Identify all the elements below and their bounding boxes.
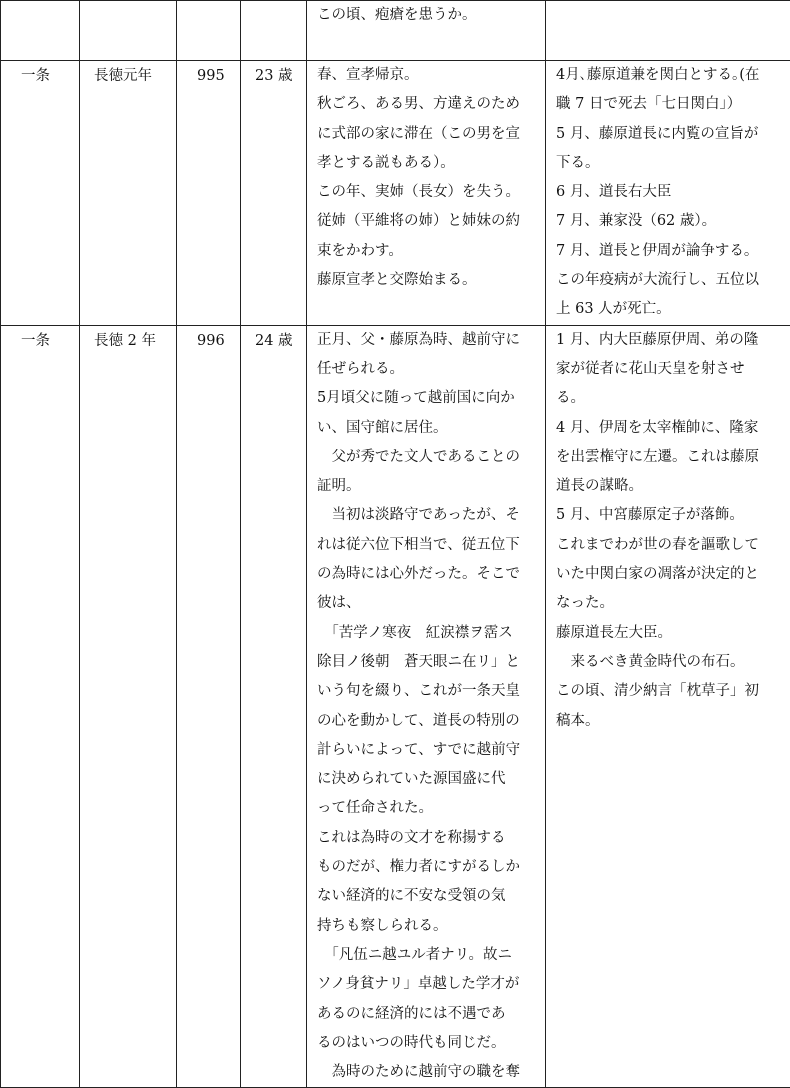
events-cell <box>307 1 546 61</box>
table-row <box>1 1 790 61</box>
age-text: 23 歳 <box>241 61 306 91</box>
text-line: 5 月、藤原道長に内覧の宣旨が <box>556 120 786 149</box>
text-line: 5 月、中宮藤原定子が落飾。 <box>556 501 786 530</box>
text-line: 「苦学ノ寒夜 紅涙襟ヲ霑ス <box>317 619 537 648</box>
age-text: 24 歳 <box>241 326 306 356</box>
text-line: 持ちも察しられる。 <box>317 912 537 941</box>
text-line: あるのに経済的には不遇であ <box>317 1000 537 1029</box>
text-line: ソノ身貧ナリ」卓越した学才が <box>317 970 537 999</box>
text-line: 6 月、道長右大臣 <box>556 178 786 207</box>
text-line: 束をかわす。 <box>317 237 537 266</box>
text-line: これまでわが世の春を謳歌して <box>556 531 786 560</box>
text-line: 孝とする説もある）。 <box>317 149 537 178</box>
text-line: 証明。 <box>317 472 537 501</box>
text-line: を出雲権守に左遷。これは藤原 <box>556 443 786 472</box>
text-line: 「凡伍ニ越ユル者ナリ。故ニ <box>317 941 537 970</box>
text-line: るのはいつの時代も同じだ。 <box>317 1029 537 1058</box>
text-line: 5月頃父に随って越前国に向か <box>317 384 537 413</box>
world-events-cell <box>546 325 790 1088</box>
text-line: これは為時の文才を称揚する <box>317 824 537 853</box>
text-line: に式部の家に滞在（この男を宣 <box>317 120 537 149</box>
age-cell <box>241 1 307 61</box>
text-line: ない経済的に不安な受領の気 <box>317 882 537 911</box>
text-line: 4 月、伊周を太宰権帥に、隆家 <box>556 414 786 443</box>
text-line: 当初は淡路守であったが、そ <box>317 501 537 530</box>
text-line: 家が従者に花山天皇を射させ <box>556 355 786 384</box>
text-line: いう句を綴り、これが一条天皇 <box>317 677 537 706</box>
age-cell <box>241 325 307 1088</box>
text-line: この年、実姉（長女）を失う。 <box>317 178 537 207</box>
text-line: の心を動かして、道長の特別の <box>317 707 537 736</box>
text-line: この頃、清少納言「枕草子」初 <box>556 677 786 706</box>
text-line: なった。 <box>556 589 786 618</box>
text-line: 稿本。 <box>556 707 786 736</box>
world-events-cell <box>546 1 790 61</box>
era-text: 長徳元年 <box>80 61 176 91</box>
text-line: ものだが、権力者にすがるしか <box>317 853 537 882</box>
events-cell <box>307 325 546 1088</box>
text-line: 計らいによって、すでに越前守 <box>317 736 537 765</box>
text-line: 彼は、 <box>317 589 537 618</box>
world-events-text <box>546 61 790 325</box>
emperor-cell <box>1 325 80 1088</box>
text-line: 道長の謀略。 <box>556 472 786 501</box>
events-cell <box>307 61 546 326</box>
era-cell <box>80 1 177 61</box>
era-cell <box>80 61 177 326</box>
text-line: 7 月、道長と伊周が論争する。 <box>556 237 786 266</box>
text-line: 従姉（平維将の姉）と姉妹の約 <box>317 207 537 236</box>
text-line: る。 <box>556 384 786 413</box>
events-text <box>307 326 545 1088</box>
text-line: 1 月、内大臣藤原伊周、弟の隆 <box>556 326 786 355</box>
text-line: の為時には心外だった。そこで <box>317 560 537 589</box>
text-line: 秋ごろ、ある男、方違えのため <box>317 90 537 119</box>
text-line: って任命された。 <box>317 794 537 823</box>
text-line: 上 63 人が死亡。 <box>556 295 786 324</box>
events-text <box>307 1 545 30</box>
table-row <box>1 325 790 1088</box>
text-line: 藤原宣孝と交際始まる。 <box>317 266 537 295</box>
world-events-text <box>546 326 790 736</box>
text-line: 任ぜられる。 <box>317 355 537 384</box>
text-line: い、国守館に居住。 <box>317 414 537 443</box>
text-line: 7 月、兼家没（62 歳）。 <box>556 207 786 236</box>
era-cell <box>80 325 177 1088</box>
text-line: この年疫病が大流行し、五位以 <box>556 266 786 295</box>
emperor-text <box>1 1 79 2</box>
emperor-text: 一条 <box>1 61 79 91</box>
emperor-cell <box>1 1 80 61</box>
year-cell <box>177 1 241 61</box>
table-row <box>1 61 790 326</box>
events-text <box>307 61 545 295</box>
text-line: 職 7 日で死去「七日関白」） <box>556 90 786 119</box>
world-events-cell <box>546 61 790 326</box>
text-line: 春、宣孝帰京。 <box>317 61 537 90</box>
year-text: 996 <box>177 326 240 356</box>
text-line: 為時のために越前守の職を奪 <box>317 1058 537 1087</box>
year-cell <box>177 61 241 326</box>
text-line: れは従六位下相当で、従五位下 <box>317 531 537 560</box>
era-text: 長徳 2 年 <box>80 326 176 356</box>
text-line: に決められていた源国盛に代 <box>317 765 537 794</box>
emperor-text: 一条 <box>1 326 79 356</box>
year-text: 995 <box>177 61 240 91</box>
text-line: この頃、疱瘡を患うか。 <box>317 1 537 30</box>
text-line: 除目ノ後朝 蒼天眼ニ在リ」と <box>317 648 537 677</box>
text-line: 来るべき黄金時代の布石。 <box>556 648 786 677</box>
year-text <box>177 1 240 2</box>
age-cell <box>241 61 307 326</box>
text-line: いた中関白家の凋落が決定的と <box>556 560 786 589</box>
emperor-cell <box>1 61 80 326</box>
text-line: 正月、父・藤原為時、越前守に <box>317 326 537 355</box>
text-line: 下る。 <box>556 149 786 178</box>
text-line: 藤原道長左大臣。 <box>556 619 786 648</box>
age-text <box>241 1 306 2</box>
year-cell <box>177 325 241 1088</box>
era-text <box>80 1 176 2</box>
text-line: 4月､藤原道兼を関白とする｡(在 <box>556 61 786 90</box>
text-line: 父が秀でた文人であることの <box>317 443 537 472</box>
